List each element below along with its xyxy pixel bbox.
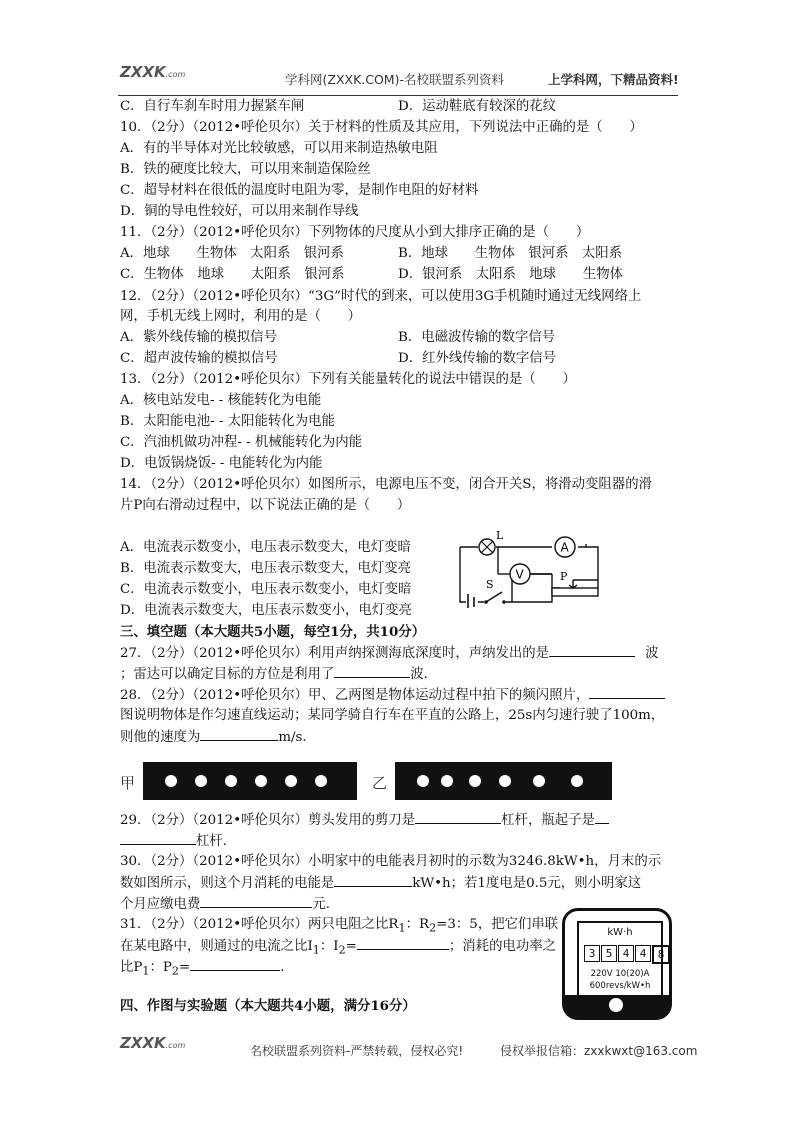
- electricity-meter: [562, 908, 672, 1020]
- q30-line-1: 30．（2分）（2012•呼伦贝尔）小明家中的电能表月初时的示数为3246.8kW•h，月末的示: [120, 854, 662, 869]
- strip-label-jia: 甲: [120, 774, 136, 792]
- q29-line-1: 29．（2分）（2012•呼伦贝尔）剪头发用的剪刀是 杠杆，瓶起子是: [120, 811, 609, 830]
- strobe-dot: [441, 775, 453, 787]
- header-logo: [120, 63, 185, 81]
- meter-spec-1: 220V 10(20)A: [590, 969, 650, 979]
- battery-icon: [468, 594, 474, 608]
- lamp-icon: [479, 530, 504, 555]
- meter-digits: [584, 945, 671, 964]
- q13-option-b: B．太阳能电池- - 太阳能转化为电能: [120, 414, 335, 429]
- q10-option-b: B．铁的硬度比较大，可以用来制造保险丝: [120, 162, 371, 177]
- q13-option-a: A．核电站发电- - 核能转化为电能: [120, 393, 322, 408]
- q30-line-3: 个月应缴电费 元．: [120, 897, 340, 912]
- q14-option-d: D．电流表示数变大，电压表示数变小，电灯变亮: [120, 603, 412, 618]
- lamp-label: L: [496, 530, 504, 542]
- meter-digit: 4: [618, 945, 634, 962]
- strobe-strip-jia: [143, 762, 357, 800]
- meter-spec-2: 600revs/kW•h: [589, 981, 651, 991]
- footer-center-text: 名校联盟系列资料-严禁转载，侵权必究!: [250, 1044, 464, 1058]
- header-rule: [118, 95, 678, 96]
- q12-options-cd: C．超声波传输的模拟信号 D．红外线传输的数字信号: [120, 351, 557, 366]
- q12-stem-1: 12．（2分）（2012•呼伦贝尔）“3G”时代的到来，可以使用3G手机随时通过无线网络上: [120, 289, 642, 304]
- strip-label-yi: 乙: [372, 774, 388, 792]
- strobe-dot: [225, 775, 237, 787]
- strobe-dot: [255, 775, 267, 787]
- q14-option-b: B．电流表示数变大，电压表示数变大，电灯变亮: [120, 561, 412, 576]
- q27-line-1: 27．（2分）（2012•呼伦贝尔）利用声纳探测海底深度时，声纳发出的是 波: [120, 646, 659, 661]
- q12-options-ab: A．紫外线传输的模拟信号 B．电磁波传输的数字信号: [120, 330, 556, 345]
- q13-option-d: D．电饭锅烧饭- - 电能转化为内能: [120, 456, 323, 471]
- ammeter-icon: [555, 537, 575, 557]
- header-right-text: 上学科网，下精品资料!: [548, 72, 679, 87]
- q10-stem: 10．（2分）（2012•呼伦贝尔）关于材料的性质及其应用，下列说法中正确的是（ ）: [120, 120, 643, 135]
- section-4-heading: 四、作图与实验题（本大题共4小题，满分16分）: [120, 998, 416, 1014]
- answer-blank[interactable]: [589, 686, 665, 699]
- q14-option-c: C．电流表示数变小，电压表示数变小，电灯变暗: [120, 582, 412, 597]
- answer-blank[interactable]: [549, 644, 635, 657]
- q14-stem-2: 片P向右滑动过程中，以下说法正确的是（ ）: [120, 498, 411, 513]
- section-3-heading: 三、填空题（本大题共5小题，每空1分，共10分）: [120, 624, 426, 640]
- q10-option-a: A．有的半导体对光比较敏感，可以用来制造热敏电阻: [120, 141, 438, 156]
- meter-digit: 4: [635, 945, 651, 962]
- voltmeter-icon: [510, 564, 552, 584]
- footer-right-text: 侵权举报信箱：zxxkwxt@163.com: [500, 1044, 698, 1058]
- ammeter-label: A: [560, 540, 569, 555]
- strobe-strip-yi: [395, 762, 612, 800]
- answer-blank[interactable]: [595, 811, 609, 824]
- page-header: [0, 55, 794, 95]
- q11-stem: 11．（2分）（2012•呼伦贝尔）下列物体的尺度从小到大排序正确的是（ ）: [120, 225, 590, 240]
- slider-label: P: [560, 570, 568, 583]
- q11-options-cd: C．生物体 地球 太阳系 银河系 D．银河系 太阳系 地球 生物体: [120, 267, 623, 282]
- meter-digit: 3: [584, 945, 600, 962]
- answer-blank[interactable]: [357, 937, 449, 950]
- footer-logo: [120, 1034, 185, 1052]
- answer-blank[interactable]: [120, 832, 196, 845]
- header-logo-text: ZXXK: [120, 63, 166, 81]
- strobe-dot: [571, 775, 583, 787]
- q28-line-3: 则他的速度为 m/s．: [120, 730, 316, 745]
- answer-blank[interactable]: [334, 874, 412, 887]
- header-center-text: 学科网(ZXXK.COM)-名校联盟系列资料: [285, 72, 504, 87]
- strobe-dot: [195, 775, 207, 787]
- q13-option-c: C．汽油机做功冲程- - 机械能转化为内能: [120, 435, 363, 450]
- q29-line-2: 杠杆．: [120, 832, 236, 851]
- meter-face: [577, 921, 663, 1005]
- answer-blank[interactable]: [415, 811, 501, 824]
- footer-logo-text: ZXXK: [120, 1034, 166, 1052]
- q28-line-1: 28．（2分）（2012•呼伦贝尔）甲、乙两图是物体运动过程中拍下的频闪照片，: [120, 686, 665, 705]
- strobe-dot: [417, 775, 429, 787]
- footer-logo-sub: .com: [165, 1041, 186, 1050]
- q11-options-ab: A．地球 生物体 太阳系 银河系 B．地球 生物体 银河系 太阳系: [120, 246, 623, 261]
- strobe-dot: [285, 775, 297, 787]
- q14-option-a: A．电流表示数变小，电压表示数变大，电灯变暗: [120, 540, 411, 555]
- strobe-dot: [499, 775, 511, 787]
- strobe-dot: [469, 775, 481, 787]
- meter-base: [565, 995, 669, 1017]
- q27-line-2: ；雷达可以确定目标的方位是利用了 波．: [120, 667, 438, 682]
- header-logo-sub: .com: [165, 70, 186, 79]
- q14-stem-1: 14．（2分）（2012•呼伦贝尔）如图所示，电源电压不变，闭合开关S，将滑动变阻器的滑: [120, 477, 652, 492]
- switch-icon: [484, 578, 506, 604]
- page-footer: [0, 1032, 794, 1062]
- switch-label: S: [486, 578, 494, 591]
- answer-blank[interactable]: [200, 895, 312, 908]
- meter-digit: 5: [601, 945, 617, 962]
- q31-line-3: 比$P_1$：$P_2=$ ．: [120, 960, 294, 978]
- answer-blank[interactable]: [200, 728, 278, 741]
- q31-line-2: 在某电路中，则通过的电流之比$I_1$：$I_2=$ ；消耗的电功率之: [120, 939, 557, 957]
- strobe-dot: [315, 775, 327, 787]
- q10-option-c: C．超导材料在很低的温度时电阻为零，是制作电阻的好材料: [120, 183, 479, 198]
- meter-knob-icon: [609, 998, 623, 1012]
- q28-line-2: 图说明物体是作匀速直线运动；某同学骑自行车在平直的公路上，25s内匀速行驶了100m，: [120, 708, 665, 723]
- q12-stem-2: 网，手机无线上网时，利用的是（ ）: [120, 309, 362, 324]
- voltmeter-label: V: [515, 567, 524, 582]
- circuit-diagram: [452, 530, 612, 608]
- q30-line-2: 数如图所示，则这个月消耗的电能是 kW•h；若1度电是0.5元，则小明家这: [120, 876, 642, 891]
- q31-line-1: 31．（2分）（2012•呼伦贝尔）两只电阻之比$R_1$：$R_2=3$：5，把它们串联: [120, 917, 559, 935]
- meter-unit: kW·h: [607, 927, 633, 938]
- strobe-dot: [165, 775, 177, 787]
- strobe-dot: [533, 775, 545, 787]
- meter-digit-decimal: 8: [652, 945, 670, 964]
- q13-stem: 13．（2分）（2012•呼伦贝尔）下列有关能量转化的说法中错误的是（ ）: [120, 372, 576, 387]
- answer-blank[interactable]: [190, 958, 280, 971]
- q10-option-d: D．铜的导电性较好，可以用来制作导线: [120, 204, 359, 219]
- answer-blank[interactable]: [334, 665, 410, 678]
- line-1: C．自行车刹车时用力握紧车闸 D．运动鞋底有较深的花纹: [120, 99, 557, 114]
